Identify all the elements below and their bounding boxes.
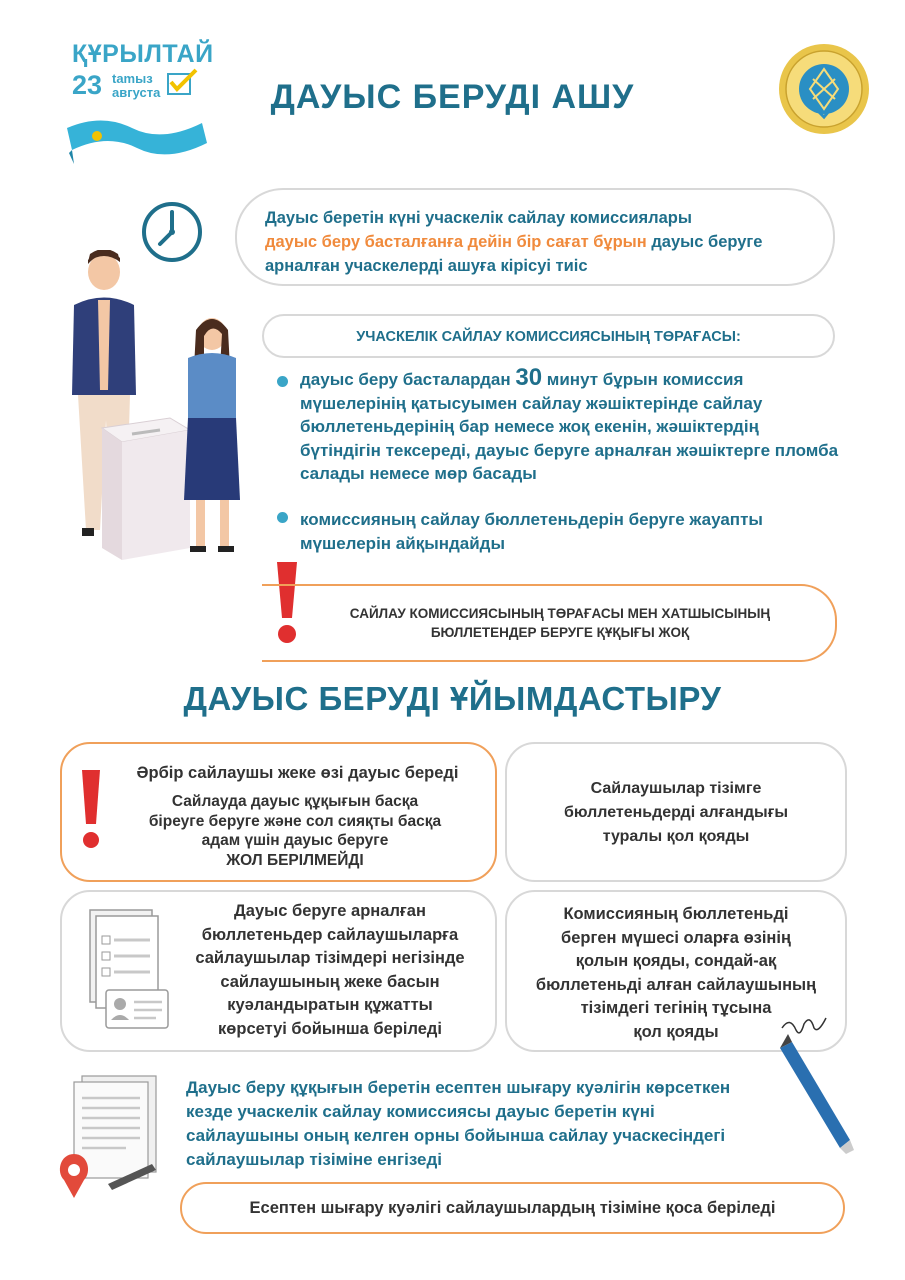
documents-location-icon (56, 1072, 172, 1210)
logo-date-ru: августа (112, 85, 161, 100)
opening-highlight: дауыс беру басталғанға дейін бір сағат бұрын (265, 233, 647, 251)
exclamation-icon (78, 768, 104, 850)
card4-line: қол қояды (633, 1022, 719, 1041)
opening-line1: Дауыс беретін күні учаскелік сайлау комиссиялары (265, 209, 692, 227)
seal-emblem (778, 43, 870, 135)
absentee-line: сайлаушыны оның келген орны бойынша сайлау учаскесіндегі (186, 1126, 726, 1145)
absentee-box: Есептен шығару куәлігі сайлаушылардың тізіміне қоса беріледі (180, 1182, 845, 1234)
chairman-bullet-1 (300, 366, 840, 486)
card4-line: тізімдегі тегінің тұсына (580, 999, 772, 1018)
bullet1-pre: дауыс беру басталардан (300, 370, 516, 389)
warning-text (300, 604, 820, 642)
warning-line2: БЮЛЛЕТЕНДЕР БЕРУГЕ ҚҰҚЫҒЫ ЖОҚ (430, 625, 690, 640)
card3-line: Дауыс беруге арналған (234, 902, 426, 920)
logo-date-kz: tamыз (112, 71, 153, 86)
card2-line: бюллетеньдерді алғандығы (563, 804, 789, 821)
absentee-line: сайлаушылар тізіміне енгізеді (186, 1150, 443, 1169)
card3-line: куәландыратын құжатты (227, 996, 433, 1015)
card1-body (110, 792, 480, 870)
logo-number: 23 (72, 70, 103, 100)
card1-line: адам үшін дауыс беруге (201, 832, 389, 849)
page-title: ДАУЫС БЕРУДІ АШУ (270, 78, 635, 116)
opening-line3: арналған учаскелерді ашуға кірісуі тиіс (265, 257, 588, 275)
bullet-dot (277, 512, 288, 523)
card1-line: біреуге беруге және сол сияқты басқа (148, 812, 442, 830)
bullet-dot (277, 376, 288, 387)
card4-line: қолын қояды, сондай-ақ (575, 952, 777, 971)
absentee-text (186, 1076, 806, 1172)
card1-heading: Әрбір сайлаушы жеке өзі дауыс береді (136, 764, 459, 782)
card3-text (180, 900, 480, 1042)
card3-line: бюллетеньдер сайлаушыларға (201, 925, 459, 944)
card2-line: Сайлаушылар тізімге (590, 780, 762, 797)
section2-title: ДАУЫС БЕРУДІ ҰЙЫМДАСТЫРУ (183, 680, 722, 717)
card1-line: Сайлауда дауыс құқығын басқа (171, 793, 419, 810)
absentee-line: кезде учаскелік сайлау комиссиясы дауыс беретін күні (186, 1102, 655, 1121)
voters-illustration (60, 250, 270, 570)
card3-line: сайлаушылар тізімдері негізінде (195, 949, 465, 968)
bullet1-post: минут бұрын комиссия мүшелерінің қатысуымен сайлау жәшіктерінде сайлау бюллетеньдерінің бар немесе жоқ екенін, жәшіктердің бүтіндігін тексереді, дауыс беруге арналған жәшіктерге пломба салады немесе мөр басады (300, 370, 839, 483)
document-id-icon (80, 906, 180, 1036)
card4-line: бюллетеньді алған сайлаушының (535, 975, 817, 994)
opening-time-bubble (235, 188, 835, 286)
card4-line: берген мүшесі оларға өзінің (561, 928, 791, 947)
opening-line2: дауыс беруге (646, 233, 763, 251)
card1-line: ЖОЛ БЕРІЛМЕЙДІ (226, 851, 364, 869)
card3-line: көрсетуі бойынша беріледі (218, 1019, 442, 1038)
warning-line1: САЙЛАУ КОМИССИЯСЫНЫҢ ТӨРАҒАСЫ МЕН ХАТШЫСЫНЫҢ (349, 606, 771, 621)
logo-word: ҚҰРЫЛТАЙ (72, 40, 214, 68)
card2-text (515, 777, 837, 849)
clock-icon (140, 200, 204, 264)
card2-line: туралы қол қояды (602, 828, 750, 845)
chairman-bullet-2: комиссияның сайлау бюллетеньдерін беруге жауапты мүшелерін айқындайды (300, 510, 763, 553)
absentee-line: Дауыс беру құқығын беретін есептен шығару куәлігін көрсеткен (186, 1078, 731, 1097)
chairman-title: УЧАСКЕЛІК САЙЛАУ КОМИССИЯСЫНЫҢ ТӨРАҒАСЫ: (262, 314, 835, 358)
card3-line: сайлаушының жеке басын (220, 972, 440, 991)
card4-line: Комиссияның бюллетеньді (563, 905, 789, 923)
bullet1-number: 30 (515, 364, 543, 391)
